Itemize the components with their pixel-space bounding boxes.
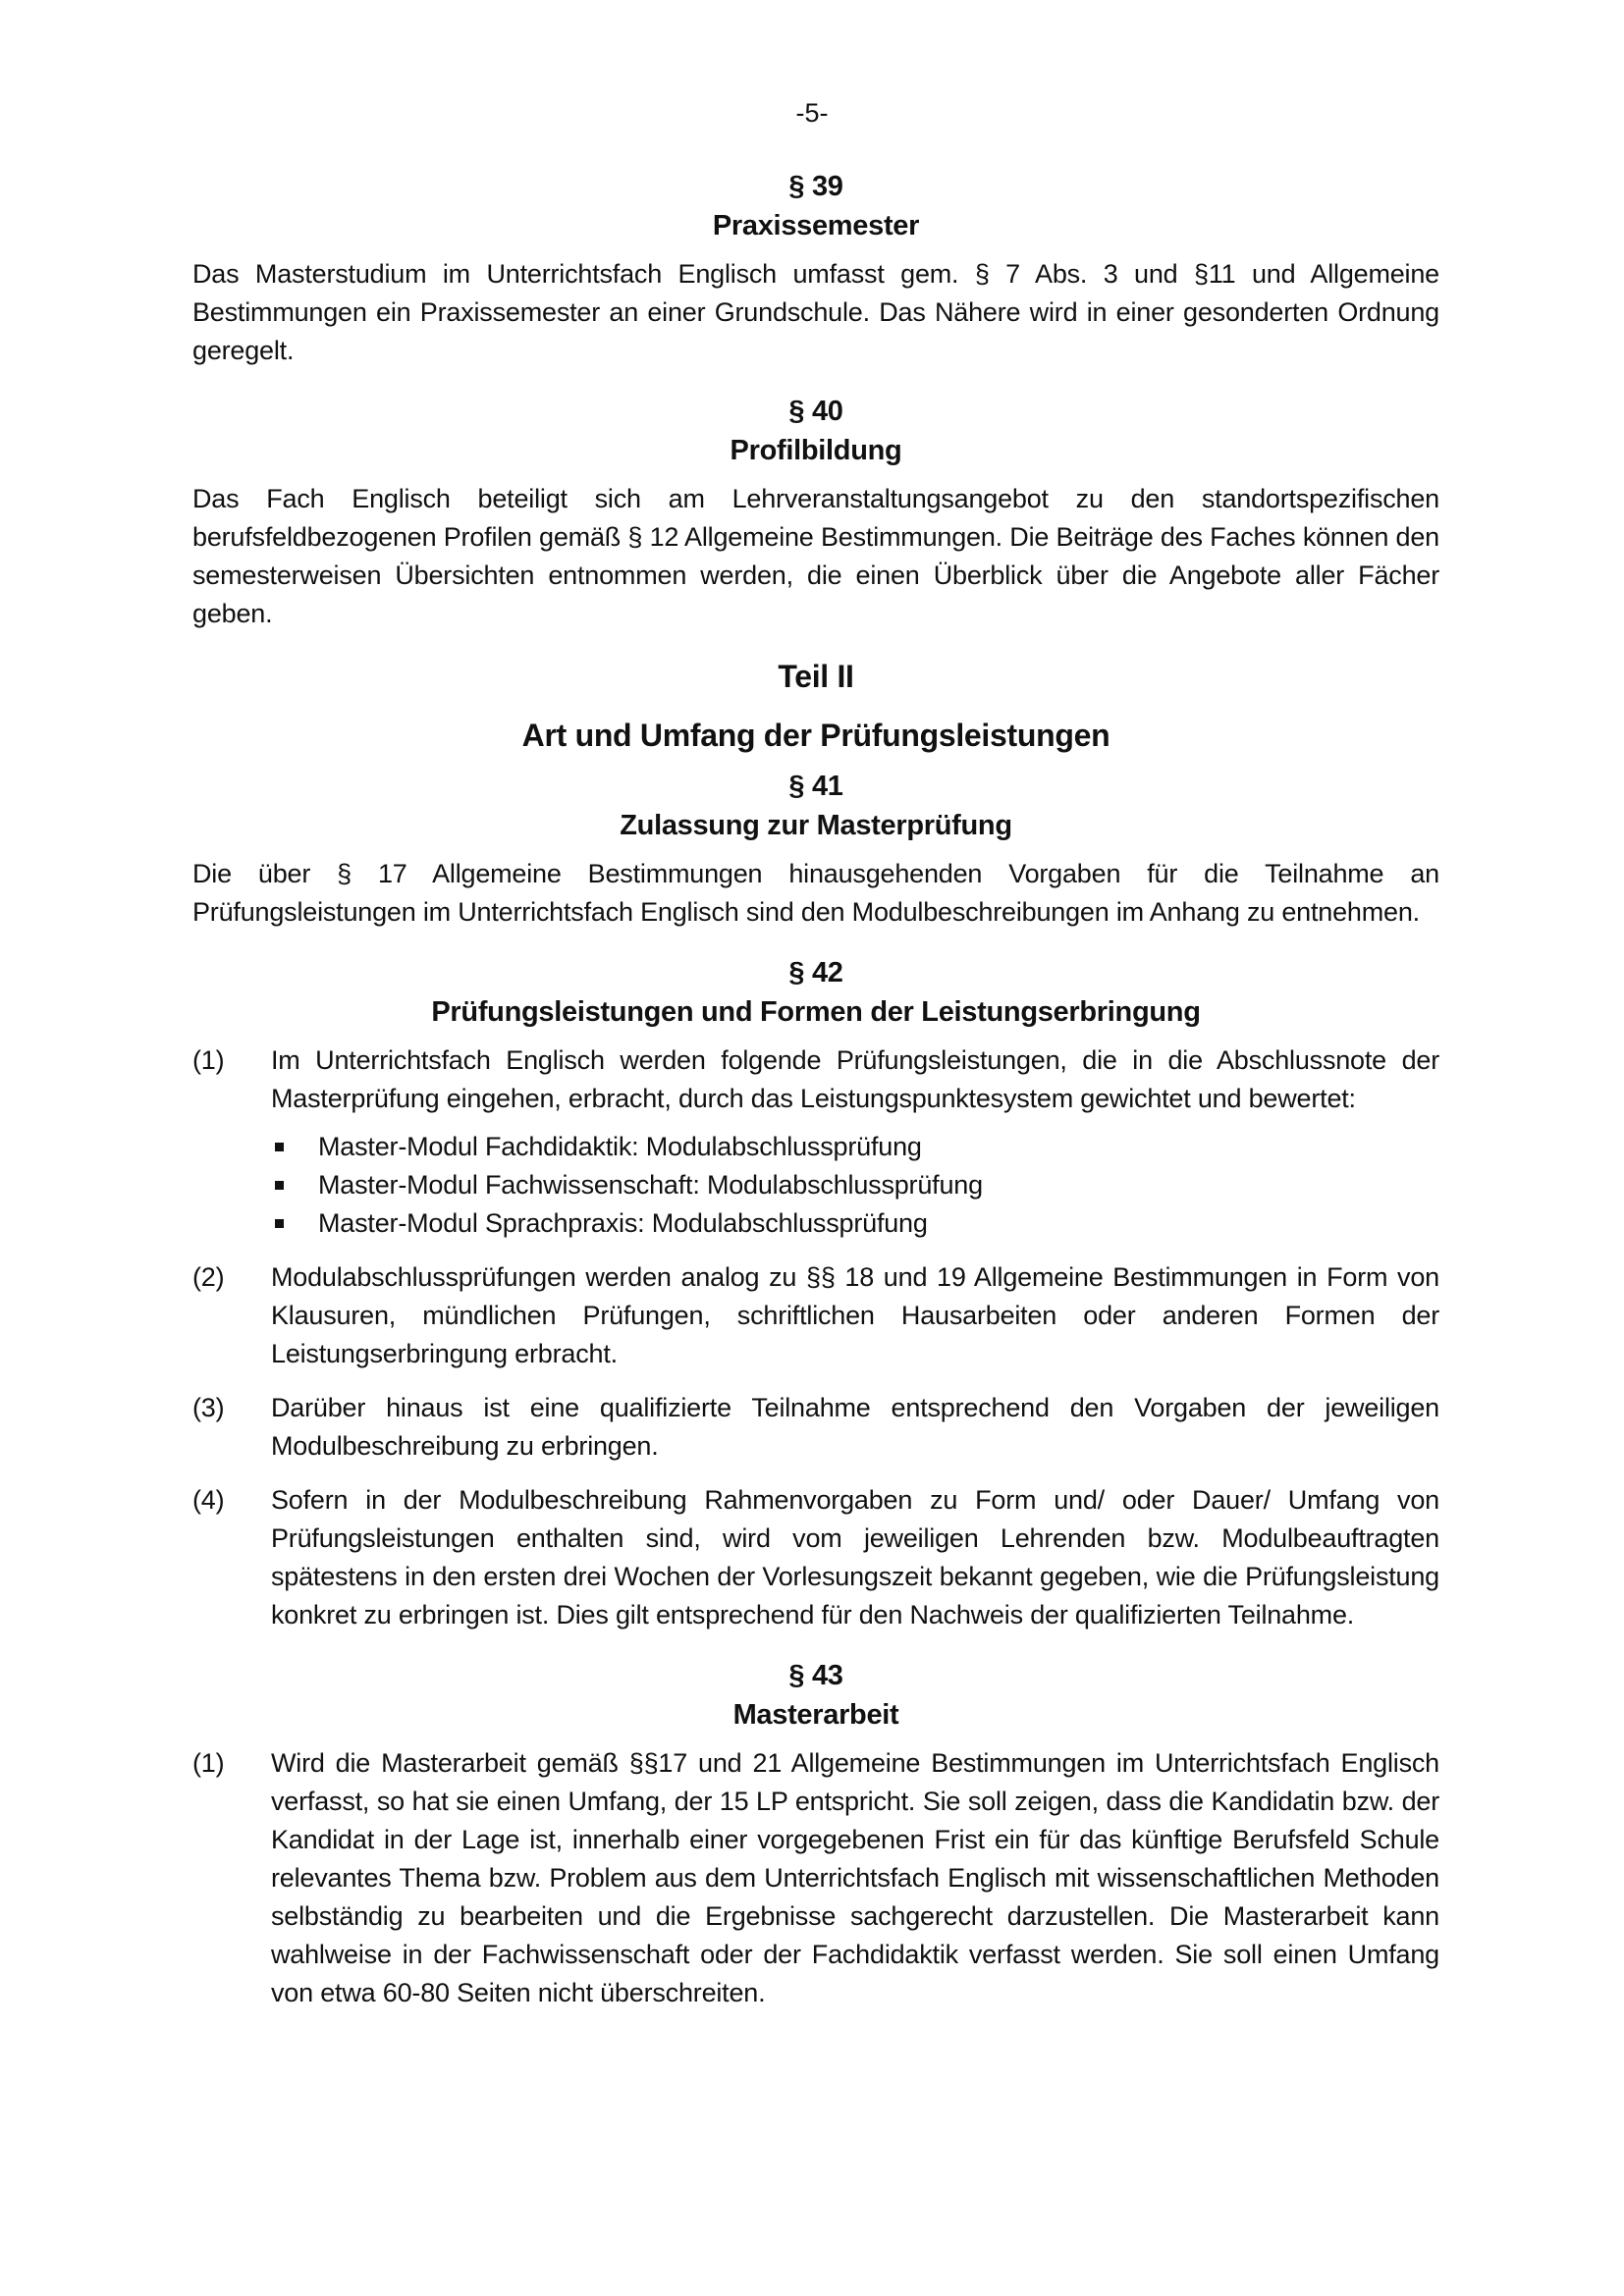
section-42-item-3 (192, 1389, 1439, 1466)
section-43 (192, 1656, 1439, 2012)
section-42-item-4 (192, 1481, 1439, 1634)
square-bullet-icon (271, 1166, 318, 1204)
section-41-title: Zulassung zur Masterprüfung (620, 810, 1012, 841)
list-item-text: Master-Modul Fachdidaktik: Modulabschlussprüfung (318, 1132, 922, 1161)
item-number: (3) (192, 1393, 225, 1422)
part-2-label: Teil II (778, 659, 854, 694)
section-40-title: Profilbildung (730, 435, 902, 466)
item-number: (2) (192, 1262, 225, 1292)
section-41 (192, 767, 1439, 932)
section-42-number: § 42 (788, 957, 843, 988)
section-42-title: Prüfungsleistungen und Formen der Leistungserbringung (431, 996, 1201, 1028)
part-2 (192, 655, 1439, 757)
section-39 (192, 167, 1439, 370)
part-2-title: Art und Umfang der Prüfungsleistungen (521, 718, 1110, 753)
item-text: Darüber hinaus ist eine qualifizierte Teilnahme entsprechend den Vorgaben der jeweiligen Modulbeschreibung zu erbringen. (271, 1393, 1439, 1461)
section-41-number: § 41 (788, 771, 843, 802)
item-text: Wird die Masterarbeit gemäß §§17 und 21 Allgemeine Bestimmungen im Unterrichtsfach Englisch verfasst, so hat sie einen Umfang, der 15 LP entspricht. Sie soll zeigen, dass die Kandidatin bzw. der Kandidat in der Lage ist, innerhalb einer vorgegebenen Frist ein für das künftige Berufsfeld Schule relevantes Thema bzw. Problem aus dem Unterrichtsfach Englisch mit wissenschaftlichen Methoden selbständig zu bearbeiten und die Ergebnisse sachgerecht darzustellen. Die Masterarbeit kann wahlweise in der Fachwissenschaft oder der Fachdidaktik verfasst werden. Sie soll einen Umfang von etwa 60-80 Seiten nicht überschreiten. (271, 1748, 1439, 2007)
section-42-item-1 (192, 1041, 1439, 1118)
item-text: Sofern in der Modulbeschreibung Rahmenvorgaben zu Form und/ oder Dauer/ Umfang von Prüfungsleistungen enthalten sind, wird vom jeweiligen Lehrenden bzw. Modulbeauftragten spätestens in den ersten drei Wochen der Vorlesungszeit bekannt gegeben, wie die Prüfungsleistung konkret zu erbringen ist. Dies gilt entsprechend für den Nachweis der qualifizierten Teilnahme. (271, 1485, 1439, 1629)
section-42-module-list (192, 1128, 1439, 1243)
section-43-item-1 (192, 1744, 1439, 2012)
section-39-number: § 39 (788, 171, 843, 202)
item-number: (1) (192, 1748, 225, 1778)
section-41-text: Die über § 17 Allgemeine Bestimmungen hinausgehenden Vorgaben für die Teilnahme an Prüfungsleistungen im Unterrichtsfach Englisch sind den Modulbeschreibungen im Anhang zu entnehmen. (192, 859, 1439, 927)
list-item (271, 1204, 1439, 1243)
section-42-item-2 (192, 1258, 1439, 1373)
section-40-text: Das Fach Englisch beteiligt sich am Lehrveranstaltungsangebot zu den standortspezifischen berufsfeldbezogenen Profilen gemäß § 12 Allgemeine Bestimmungen. Die Beiträge des Faches können den semesterweisen Übersichten entnommen werden, die einen Überblick über die Angebote aller Fächer geben. (192, 484, 1439, 628)
list-item-text: Master-Modul Fachwissenschaft: Modulabschlussprüfung (318, 1170, 983, 1200)
list-item-text: Master-Modul Sprachpraxis: Modulabschlussprüfung (318, 1208, 928, 1238)
item-text: Im Unterrichtsfach Englisch werden folgende Prüfungsleistungen, die in die Abschlussnote der Masterprüfung eingehen, erbracht, durch das Leistungspunktesystem gewichtet und bewertet: (271, 1045, 1439, 1113)
square-bullet-icon (271, 1204, 318, 1243)
section-40 (192, 392, 1439, 633)
item-number: (1) (192, 1045, 225, 1075)
section-43-title: Masterarbeit (732, 1699, 899, 1731)
list-item (271, 1166, 1439, 1204)
square-bullet-icon (271, 1128, 318, 1166)
item-text: Modulabschlussprüfungen werden analog zu §§ 18 und 19 Allgemeine Bestimmungen in Form von Klausuren, mündlichen Prüfungen, schriftlichen Hausarbeiten oder anderen Formen der Leistungserbringung erbracht. (271, 1262, 1439, 1368)
section-40-number: § 40 (788, 396, 843, 427)
section-43-number: § 43 (788, 1660, 843, 1691)
list-item (271, 1128, 1439, 1166)
item-number: (4) (192, 1485, 225, 1515)
section-39-title: Praxissemester (712, 210, 920, 241)
section-42 (192, 953, 1439, 1634)
section-39-text: Das Masterstudium im Unterrichtsfach Englisch umfasst gem. § 7 Abs. 3 und §11 und Allgemeine Bestimmungen ein Praxissemester an einer Grundschule. Das Nähere wird in einer gesonderten Ordnung geregelt. (192, 259, 1439, 365)
document-content (192, 167, 1439, 2012)
page-number: -5- (795, 98, 829, 128)
